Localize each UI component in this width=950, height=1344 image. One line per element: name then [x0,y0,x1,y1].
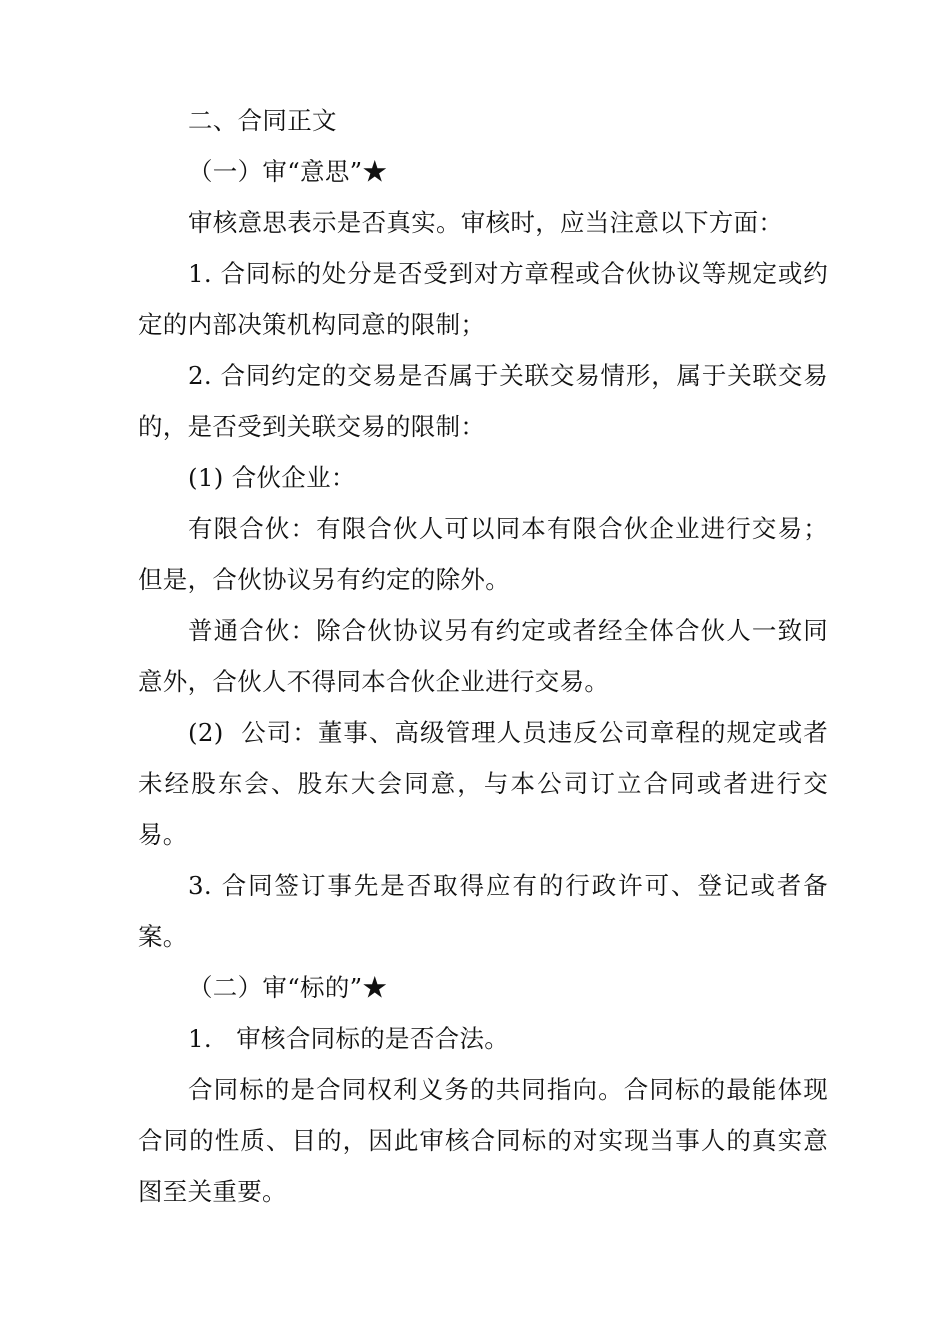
paragraph: 审核意思表示是否真实。审核时，应当注意以下方面： [188,208,784,237]
list-item: 1. 合同标的处分是否受到对方章程或合伙协议等规定或约定的内部决策机构同意的限制； [138,259,828,339]
list-item: 2. 合同约定的交易是否属于关联交易情形，属于关联交易的，是否受到关联交易的限制： [138,361,828,441]
subsection-heading: （二）审“标的”★ [188,973,388,1002]
paragraph: 普通合伙：除合伙协议另有约定或者经全体合伙人一致同意外，合伙人不得同本合伙企业进行交易。 [138,616,828,696]
paragraph: 合同标的是合同权利义务的共同指向。合同标的最能体现合同的性质、目的，因此审核合同标的对实现当事人的真实意图至关重要。 [138,1075,828,1206]
list-item: 3. 合同签订事先是否取得应有的行政许可、登记或者备案。 [138,871,828,951]
paragraph: 有限合伙：有限合伙人可以同本有限合伙企业进行交易；但是，合伙协议另有约定的除外。 [138,514,828,594]
subsection-heading: （一）审“意思”★ [188,157,388,186]
sub-list-item: (1) 合伙企业： [188,463,356,492]
list-item: 1. 审核合同标的是否合法。 [188,1024,510,1053]
section-heading: 二、合同正文 [188,106,337,135]
sub-list-item: (2) 公司：董事、高级管理人员违反公司章程的规定或者未经股东会、股东大会同意，与本公司订立合同或者进行交易。 [138,718,828,849]
document-body [138,95,828,1217]
